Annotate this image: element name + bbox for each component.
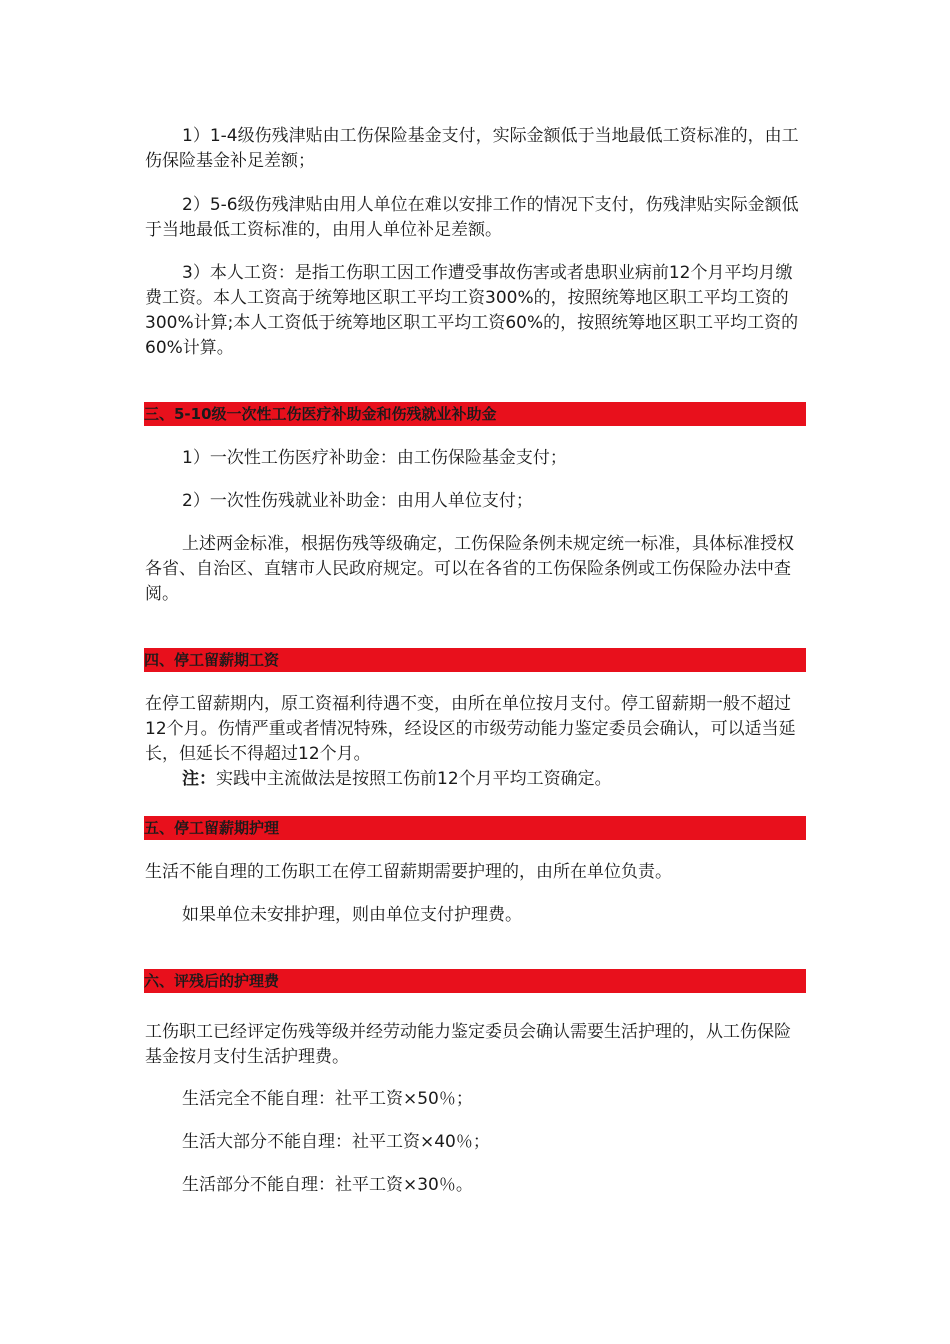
section-4-note — [145, 767, 807, 792]
care-rate-3: 生活部分不能自理：社平工资×30％。 — [182, 1175, 473, 1195]
section-5-body-2: 如果单位未安排护理，则由单位支付护理费。 — [182, 905, 522, 925]
section-3-heading: 三、5-10级一次性工伤医疗补助金和伤残就业补助金 — [144, 402, 806, 426]
allowance-item-2: 2）5-6级伤残津贴由用人单位在难以安排工作的情况下支付，伤残津贴实际金额低于当地最低工资标准的，由用人单位补足差额。 — [145, 195, 799, 240]
section-3-note: 上述两金标准，根据伤残等级确定，工伤保险条例未规定统一标准，具体标准授权各省、自治区、直辖市人民政府规定。可以在各省的工伤保险条例或工伤保险办法中查阅。 — [145, 534, 794, 604]
care-rate-2: 生活大部分不能自理：社平工资×40％； — [182, 1132, 490, 1152]
section-6-heading: 六、评残后的护理费 — [144, 969, 806, 993]
section-5-body: 生活不能自理的工伤职工在停工留薪期需要护理的，由所在单位负责。 — [145, 862, 672, 882]
section-3-item-1: 1）一次性工伤医疗补助金：由工伤保险基金支付； — [182, 448, 567, 468]
allowance-item-1: 1）1-4级伤残津贴由工伤保险基金支付，实际金额低于当地最低工资标准的，由工伤保险基金补足差额； — [145, 126, 799, 171]
section-6-body: 工伤职工已经评定伤残等级并经劳动能力鉴定委员会确认需要生活护理的，从工伤保险基金按月支付生活护理费。 — [145, 1022, 791, 1067]
section-5-heading: 五、停工留薪期护理 — [144, 816, 806, 840]
section-3-item-2: 2）一次性伤残就业补助金：由用人单位支付； — [182, 491, 533, 511]
note-label: 注： — [182, 769, 216, 789]
allowance-item-3: 3）本人工资：是指工伤职工因工作遭受事故伤害或者患职业病前12个月平均月缴费工资。本人工资高于统筹地区职工平均工资300%的，按照统筹地区职工平均工资的300%计算;本人工资低于统筹地区职工平均工资60%的，按照统筹地区职工平均工资的60%计算。 — [145, 263, 799, 358]
note-text: 实践中主流做法是按照工伤前12个月平均工资确定。 — [216, 769, 612, 789]
section-4-body: 在停工留薪期内，原工资福利待遇不变，由所在单位按月支付。停工留薪期一般不超过12个月。伤情严重或者情况特殊，经设区的市级劳动能力鉴定委员会确认，可以适当延长，但延长不得超过12个月。 — [145, 694, 796, 764]
section-4-heading: 四、停工留薪期工资 — [144, 648, 806, 672]
care-rate-1: 生活完全不能自理：社平工资×50％； — [182, 1089, 473, 1109]
